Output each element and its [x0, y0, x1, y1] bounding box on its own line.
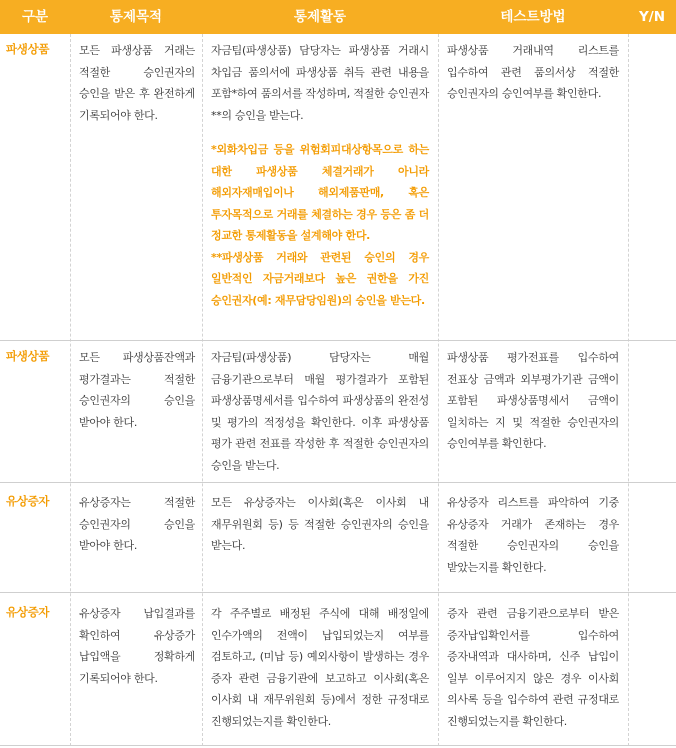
table-row: [0, 341, 676, 483]
header-yn: Y/N: [638, 9, 665, 25]
row-activity: [211, 40, 429, 311]
row-objective: 모든 파생상품잔액과 평가결과는 적절한 승인권자의 승인을 받아야 한다.: [79, 351, 195, 429]
row-category: 유상증자: [6, 605, 50, 619]
header-objective: 통제목적: [109, 9, 163, 25]
activity-note: *외화차입금 등을 위험회피대상항목으로 하는 대한 파생상품 체결거래가 아니라 해외자재매입이나 해외제품판매, 혹은 투자목적으로 거래를 체결하는 경우 등은 좀 더 정교한 통제활동을 설계해야 한다.: [211, 143, 429, 242]
row-activity: 각 주주별로 배정된 주식에 대해 배정일에 인수가액의 전액이 납입되었는지 여부를 검토하고, (미납 등) 예외사항이 발생하는 경우 증자 관련 금융기관에 보고하고 이사회(혹은 이사회 내 재무위원회 등)에서 정한 규정대로 진행되었는지를 확인한다.: [211, 607, 429, 728]
header-test: 테스트방법: [500, 9, 566, 25]
row-objective: 유상증자 납입결과를 확인하여 유상증가 납입액을 정확하게 기록되어야 한다.: [79, 607, 195, 685]
row-objective: 모든 파생상품 거래는 적절한 승인권자의 승인을 받은 후 완전하게 기록되어야 한다.: [79, 44, 195, 122]
row-objective: 유상증자는 적절한 승인권자의 승인을 받아야 한다.: [79, 496, 195, 552]
activity-text: 자금팀(파생상품) 담당자는 파생상품 거래시 차입금 품의서에 파생상품 취득 관련 내용을 포함*하여 품의서를 작성하며, 적절한 승인권자**의 승인을 받는다.: [211, 44, 429, 122]
row-category: 파생상품: [6, 349, 50, 363]
activity-note: **파생상품 거래와 관련된 승인의 경우 일반적인 자금거래보다 높은 권한을 가진 승인권자(예: 재무담당임원)의 승인을 받는다.: [211, 250, 429, 307]
table-row: [0, 483, 676, 593]
header-category: 구분: [21, 9, 49, 25]
row-test: 증자 관련 금융기관으로부터 받은 증자납입확인서를 입수하여 증자내역과 대사하며, 신주 납입이 일부 이루어지지 않은 경우 이사회 의사록 등을 입수하여 관련 규정대로 진행되었는지를 확인한다.: [447, 607, 619, 728]
table-row: [0, 34, 676, 341]
row-activity: 모든 유상증자는 이사회(혹은 이사회 내 재무위원회 등) 등 적절한 승인권자의 승인을 받는다.: [211, 496, 429, 552]
row-test: 파생상품 거래내역 리스트를 입수하여 관련 품의서상 적절한 승인권자의 승인여부를 확인한다.: [447, 44, 619, 100]
row-test: 유상증자 리스트를 파악하여 기중 유상증자 거래가 존재하는 경우 적절한 승인권자의 승인을 받았는지를 확인한다.: [447, 496, 619, 574]
header-activity: 통제활동: [293, 9, 347, 25]
row-category: 유상증자: [6, 494, 50, 508]
table-row: [0, 593, 676, 746]
table-header: [0, 0, 676, 34]
row-test: 파생상품 평가전표를 입수하여 전표상 금액과 외부평가기관 금액이 포함된 파생상품명세서 금액이 일치하는 지 및 적절한 승인권자의 승인여부를 확인한다.: [447, 351, 619, 450]
row-category: 파생상품: [6, 42, 50, 56]
row-activity: 자금팀(파생상품) 담당자는 매월 금융기관으로부터 매월 평가결과가 포함된 파생상품명세서를 입수하여 파생상품의 완전성 및 평가의 적정성을 확인한다. 이후 파생상품 평가 관련 전표를 작성한 후 적절한 승인권자의 승인을 받는다.: [211, 351, 429, 472]
